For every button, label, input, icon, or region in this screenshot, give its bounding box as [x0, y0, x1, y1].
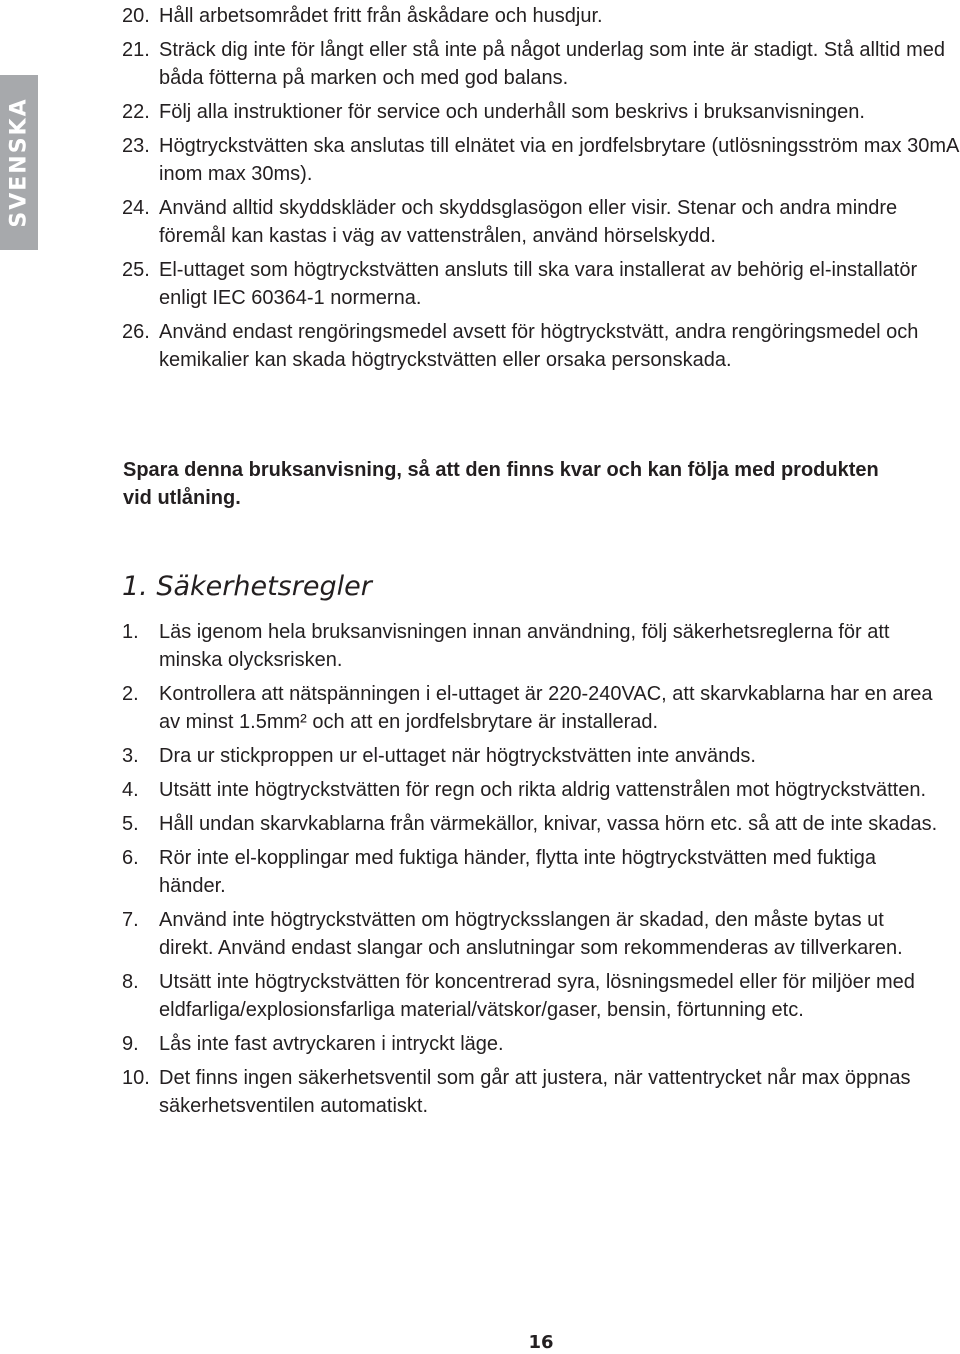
list-item	[0, 968, 940, 1024]
list-item	[0, 36, 960, 92]
item-number: 4.	[122, 779, 139, 801]
page-number: 16	[528, 1332, 554, 1353]
item-text: Dra ur stickproppen ur el-uttaget när högtryckstvätten inte används.	[159, 745, 756, 767]
list-item	[0, 318, 960, 374]
list-item	[0, 132, 960, 188]
item-text: Det finns ingen säkerhetsventil som går att justera, när vattentrycket når max öppnas säkerhetsventilen automatiskt.	[159, 1067, 911, 1117]
item-number: 9.	[122, 1033, 139, 1055]
list-item	[0, 680, 940, 736]
item-number: 23.	[122, 135, 150, 157]
item-number: 20.	[122, 5, 150, 27]
item-number: 1.	[122, 621, 139, 643]
item-text: Läs igenom hela bruksanvisningen innan användning, följ säkerhetsreglerna för att minska olycksrisken.	[159, 621, 890, 671]
item-number: 10.	[122, 1067, 150, 1089]
item-number: 3.	[122, 745, 139, 767]
safety-rules-list	[0, 618, 940, 1126]
item-number: 26.	[122, 321, 150, 343]
item-number: 5.	[122, 813, 139, 835]
item-number: 24.	[122, 197, 150, 219]
keep-manual-note: Spara denna bruksanvisning, så att den finns kvar och kan följa med produkten vid utlåning.	[123, 459, 879, 509]
list-item	[0, 844, 940, 900]
item-text: Utsätt inte högtryckstvätten för koncentrerad syra, lösningsmedel eller för miljöer med eldfarliga/explosionsfarliga material/vätskor/gaser, bensin, förtunning etc.	[159, 971, 915, 1021]
item-number: 8.	[122, 971, 139, 993]
item-text: El-uttaget som högtryckstvätten ansluts till ska vara installerat av behörig el-installatör enligt IEC 60364-1 normerna.	[159, 259, 918, 309]
list-item	[0, 256, 960, 312]
item-text: Sträck dig inte för långt eller stå inte på något underlag som inte är stadigt. Stå alltid med båda fötterna på marken och med god balans.	[159, 39, 945, 89]
language-tab-label: SVENSKA	[6, 97, 32, 228]
list-item	[0, 776, 940, 804]
section-heading: 1. Säkerhetsregler	[122, 571, 372, 602]
item-text: Följ alla instruktioner för service och underhåll som beskrivs i bruksanvisningen.	[159, 101, 865, 123]
item-text: Utsätt inte högtryckstvätten för regn och rikta aldrig vattenstrålen mot högtryckstvätten.	[159, 779, 927, 801]
item-number: 25.	[122, 259, 150, 281]
item-text: Rör inte el-kopplingar med fuktiga händer, flytta inte högtryckstvätten med fuktiga händer.	[159, 847, 877, 897]
continued-instruction-list	[0, 2, 960, 380]
item-number: 22.	[122, 101, 150, 123]
list-item	[0, 810, 940, 838]
list-item	[0, 906, 940, 962]
item-number: 7.	[122, 909, 139, 931]
item-text: Kontrollera att nätspänningen i el-uttaget är 220-240VAC, att skarvkablarna har en area av minst 1.5mm² och att en jordfelsbrytare är installerad.	[159, 683, 933, 733]
list-item	[0, 1064, 940, 1120]
item-number: 2.	[122, 683, 139, 705]
list-item	[0, 1030, 940, 1058]
list-item	[0, 742, 940, 770]
item-number: 21.	[122, 39, 150, 61]
list-item	[0, 2, 960, 30]
item-text: Använd alltid skyddskläder och skyddsglasögon eller visir. Stenar och andra mindre föremål kan kastas i väg av vattenstrålen, använd hörselskydd.	[159, 197, 898, 247]
list-item	[0, 98, 960, 126]
list-item	[0, 618, 940, 674]
item-text: Håll arbetsområdet fritt från åskådare och husdjur.	[159, 5, 603, 27]
item-text: Lås inte fast avtryckaren i intryckt läge.	[159, 1033, 504, 1055]
item-text: Håll undan skarvkablarna från värmekällor, knivar, vassa hörn etc. så att de inte skadas.	[159, 813, 938, 835]
item-text: Använd endast rengöringsmedel avsett för högtryckstvätt, andra rengöringsmedel och kemikalier kan skada högtryckstvätten eller orsaka personskada.	[159, 321, 919, 371]
item-number: 6.	[122, 847, 139, 869]
list-item	[0, 194, 960, 250]
item-text: Högtryckstvätten ska anslutas till elnätet via en jordfelsbrytare (utlösningsström max 30mA inom max 30ms).	[159, 135, 959, 185]
item-text: Använd inte högtryckstvätten om högtrycksslangen är skadad, den måste bytas ut direkt. Använd endast slangar och anslutningar som rekommenderas av tillverkaren.	[159, 909, 903, 959]
